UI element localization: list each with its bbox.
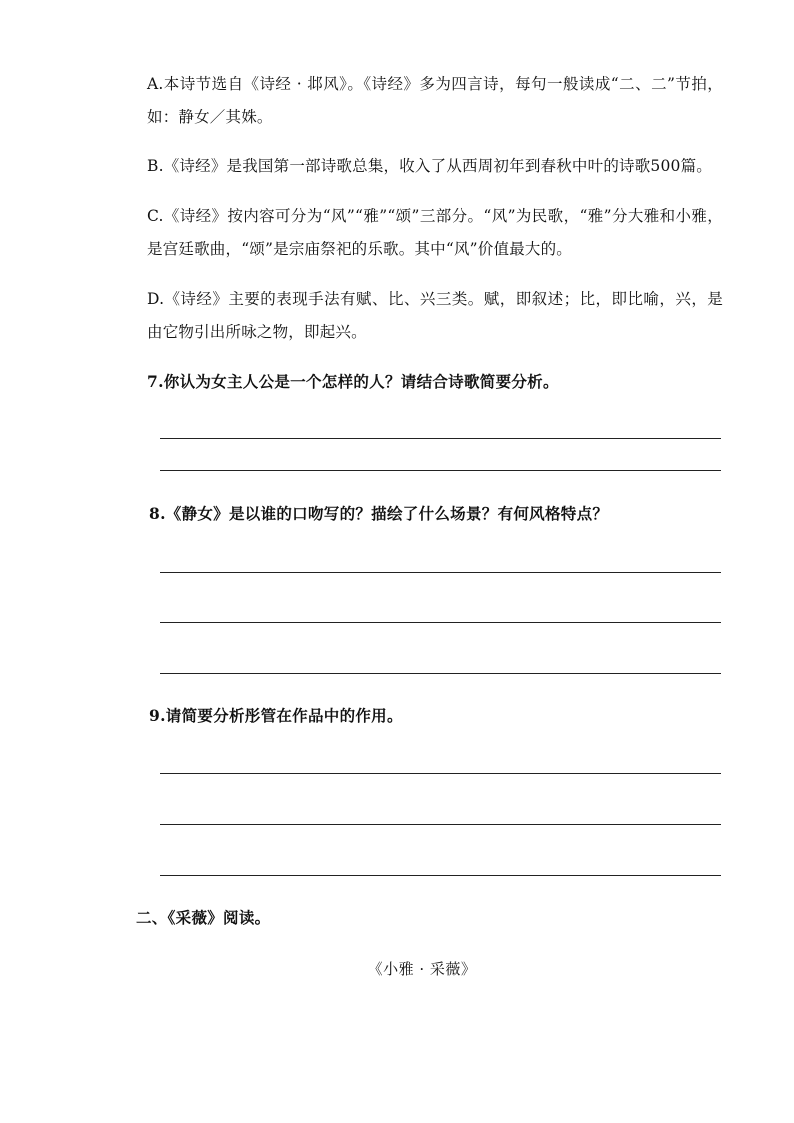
answer-line — [160, 773, 721, 774]
choice-option-d: D.《诗经》主要的表现手法有赋、比、兴三类。赋，即叙述；比，即比喻，兴，是由它物引出所咏之物，即起兴。 — [147, 290, 723, 341]
answer-line — [160, 438, 721, 439]
question-9: 9.请简要分析彤管在作品中的作用。 — [149, 706, 403, 725]
question-8: 8.《静女》是以谁的口吻写的？描绘了什么场景？有何风格特点？ — [149, 504, 609, 523]
choice-option-c: C.《诗经》按内容可分为“风”“雅”“颂”三部分。“风”为民歌，“雅”分大雅和小雅，是宫廷歌曲，“颂”是宗庙祭祀的乐歌。其中“风”价值最大的。 — [147, 207, 723, 258]
answer-line — [160, 824, 721, 825]
choice-option-a: A.本诗节选自《诗经 · 邶风》。《诗经》多为四言诗，每句一般读成“二、二”节拍，如：静女／其姝。 — [147, 75, 723, 126]
question-7: 7.你认为女主人公是一个怎样的人？请结合诗歌简要分析。 — [147, 372, 559, 391]
poem-title: 《小雅 · 采薇》 — [367, 960, 477, 978]
choice-option-b: B.《诗经》是我国第一部诗歌总集，收入了从西周初年到春秋中叶的诗歌500篇。 — [147, 157, 713, 175]
answer-line — [160, 673, 721, 674]
answer-line — [160, 572, 721, 573]
answer-line — [160, 470, 721, 471]
answer-line — [160, 622, 721, 623]
section-heading: 二、《采薇》阅读。 — [136, 908, 271, 927]
answer-line — [160, 875, 721, 876]
